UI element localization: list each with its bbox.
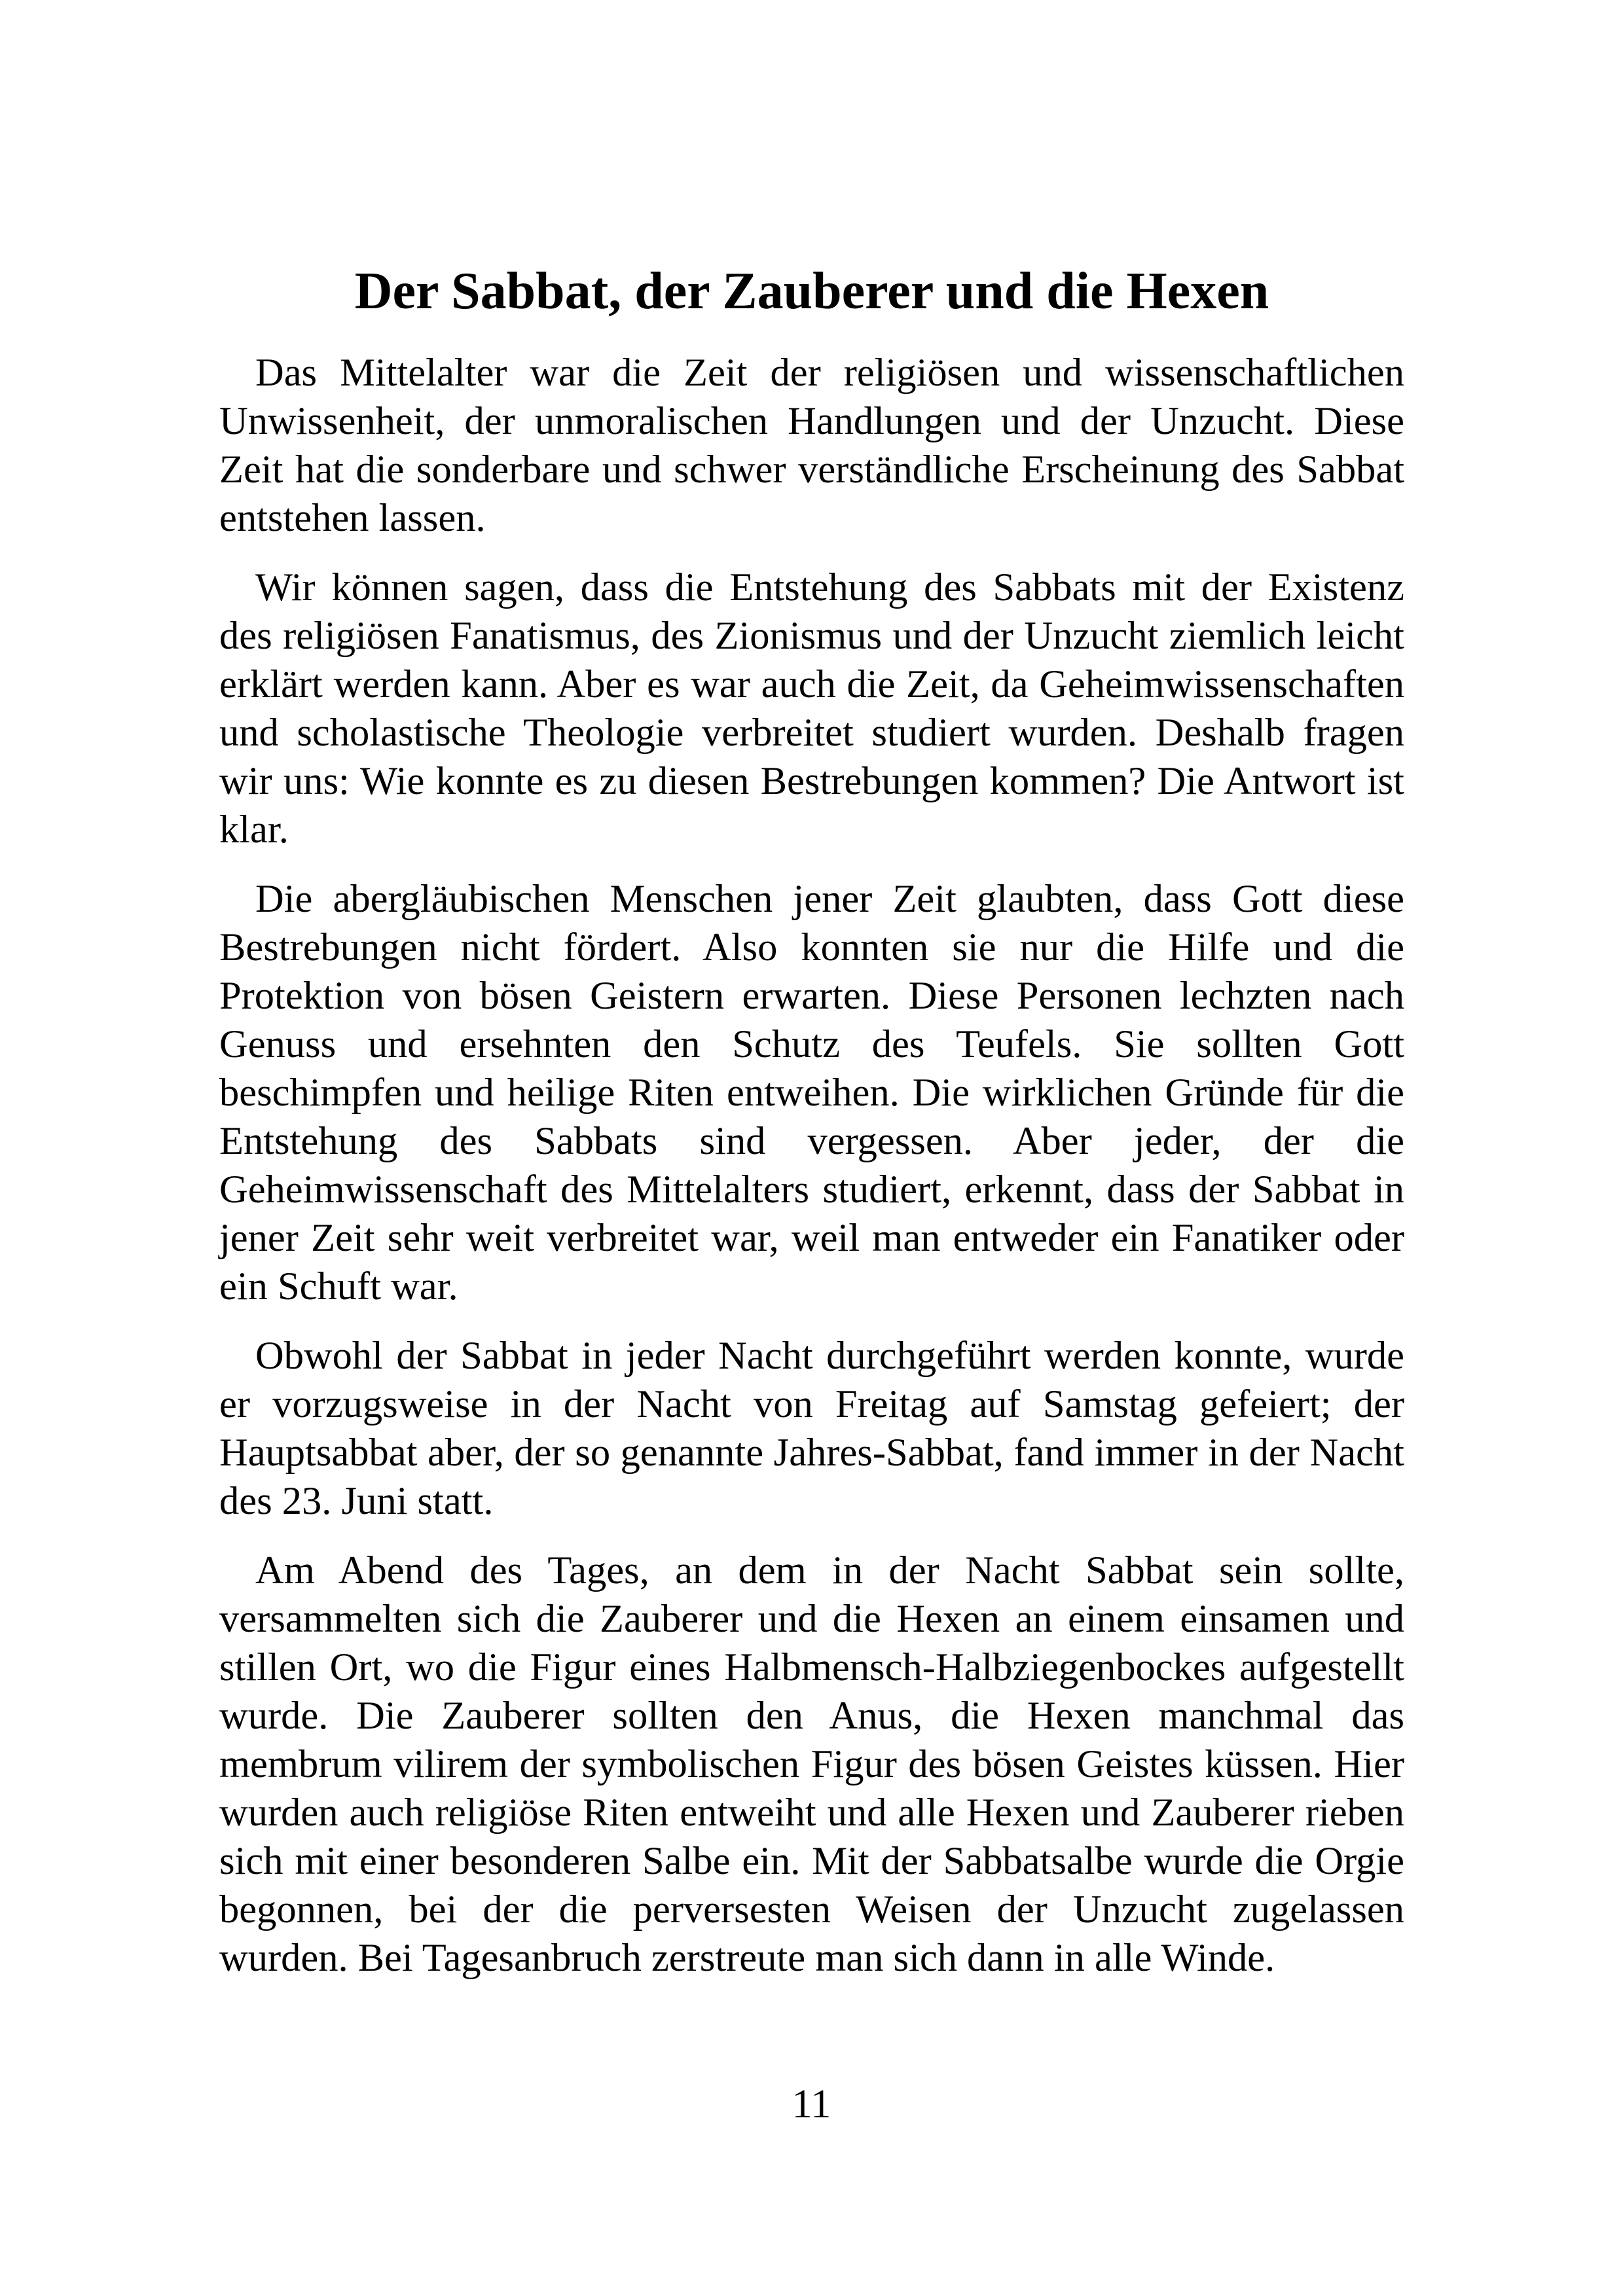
- paragraph-2: Wir können sagen, dass die Entstehung des Sabbats mit der Existenz des religiösen Fanatismus, des Zionismus und der Unzucht ziemlich leicht erklärt werden kann. Aber es war auch die Zeit, da Geheimwissenschaften und scholastische Theologie verbreitet studiert wurden. Deshalb fragen wir uns: Wie konnte es zu diesen Bestrebungen kommen? Die Antwort ist klar.: [219, 565, 1404, 852]
- paragraph-4: Obwohl der Sabbat in jeder Nacht durchgeführt werden konnte, wurde er vorzugsweise in der Nacht von Freitag auf Samstag gefeiert; der Hauptsabbat aber, der so genannte Jahres-Sabbat, fand immer in der Nacht des 23. Juni statt.: [219, 1334, 1404, 1523]
- body-text: [219, 349, 1404, 2003]
- paragraph-1: Das Mittelalter war die Zeit der religiösen und wissenschaftlichen Unwissenheit, der unmoralischen Handlungen und der Unzucht. Diese Zeit hat die sonderbare und schwer verständliche Erscheinung des Sabbat entstehen lassen.: [219, 351, 1404, 540]
- page-number: 11: [792, 2082, 831, 2126]
- paragraph-5: Am Abend des Tages, an dem in der Nacht Sabbat sein sollte, versammelten sich die Zauberer und die Hexen an einem einsamen und stillen Ort, wo die Figur eines Halbmensch-Halbziegenbockes aufgestellt wurde. Die Zauberer sollten den Anus, die Hexen manchmal das membrum vilirem der symbolischen Figur des bösen Geistes küssen. Hier wurden auch religiöse Riten entweiht und alle Hexen und Zauberer rieben sich mit einer besonderen Salbe ein. Mit der Sabbatsalbe wurde die Orgie begonnen, bei der die perversesten Weisen der Unzucht zugelassen wurden. Bei Tagesanbruch zerstreute man sich dann in alle Winde.: [219, 1549, 1404, 1980]
- page-title: Der Sabbat, der Zauberer und die Hexen: [354, 262, 1269, 320]
- paragraph-3: Die abergläubischen Menschen jener Zeit glaubten, dass Gott diese Bestrebungen nicht fördert. Also konnten sie nur die Hilfe und die Protektion von bösen Geistern erwarten. Diese Personen lechzten nach Genuss und ersehnten den Schutz des Teufels. Sie sollten Gott beschimpfen und heilige Riten entweihen. Die wirklichen Gründe für die Entstehung des Sabbats sind vergessen. Aber jeder, der die Geheimwissenschaft des Mittelalters studiert, erkennt, dass der Sabbat in jener Zeit sehr weit verbreitet war, weil man entweder ein Fanatiker oder ein Schuft war.: [219, 877, 1404, 1308]
